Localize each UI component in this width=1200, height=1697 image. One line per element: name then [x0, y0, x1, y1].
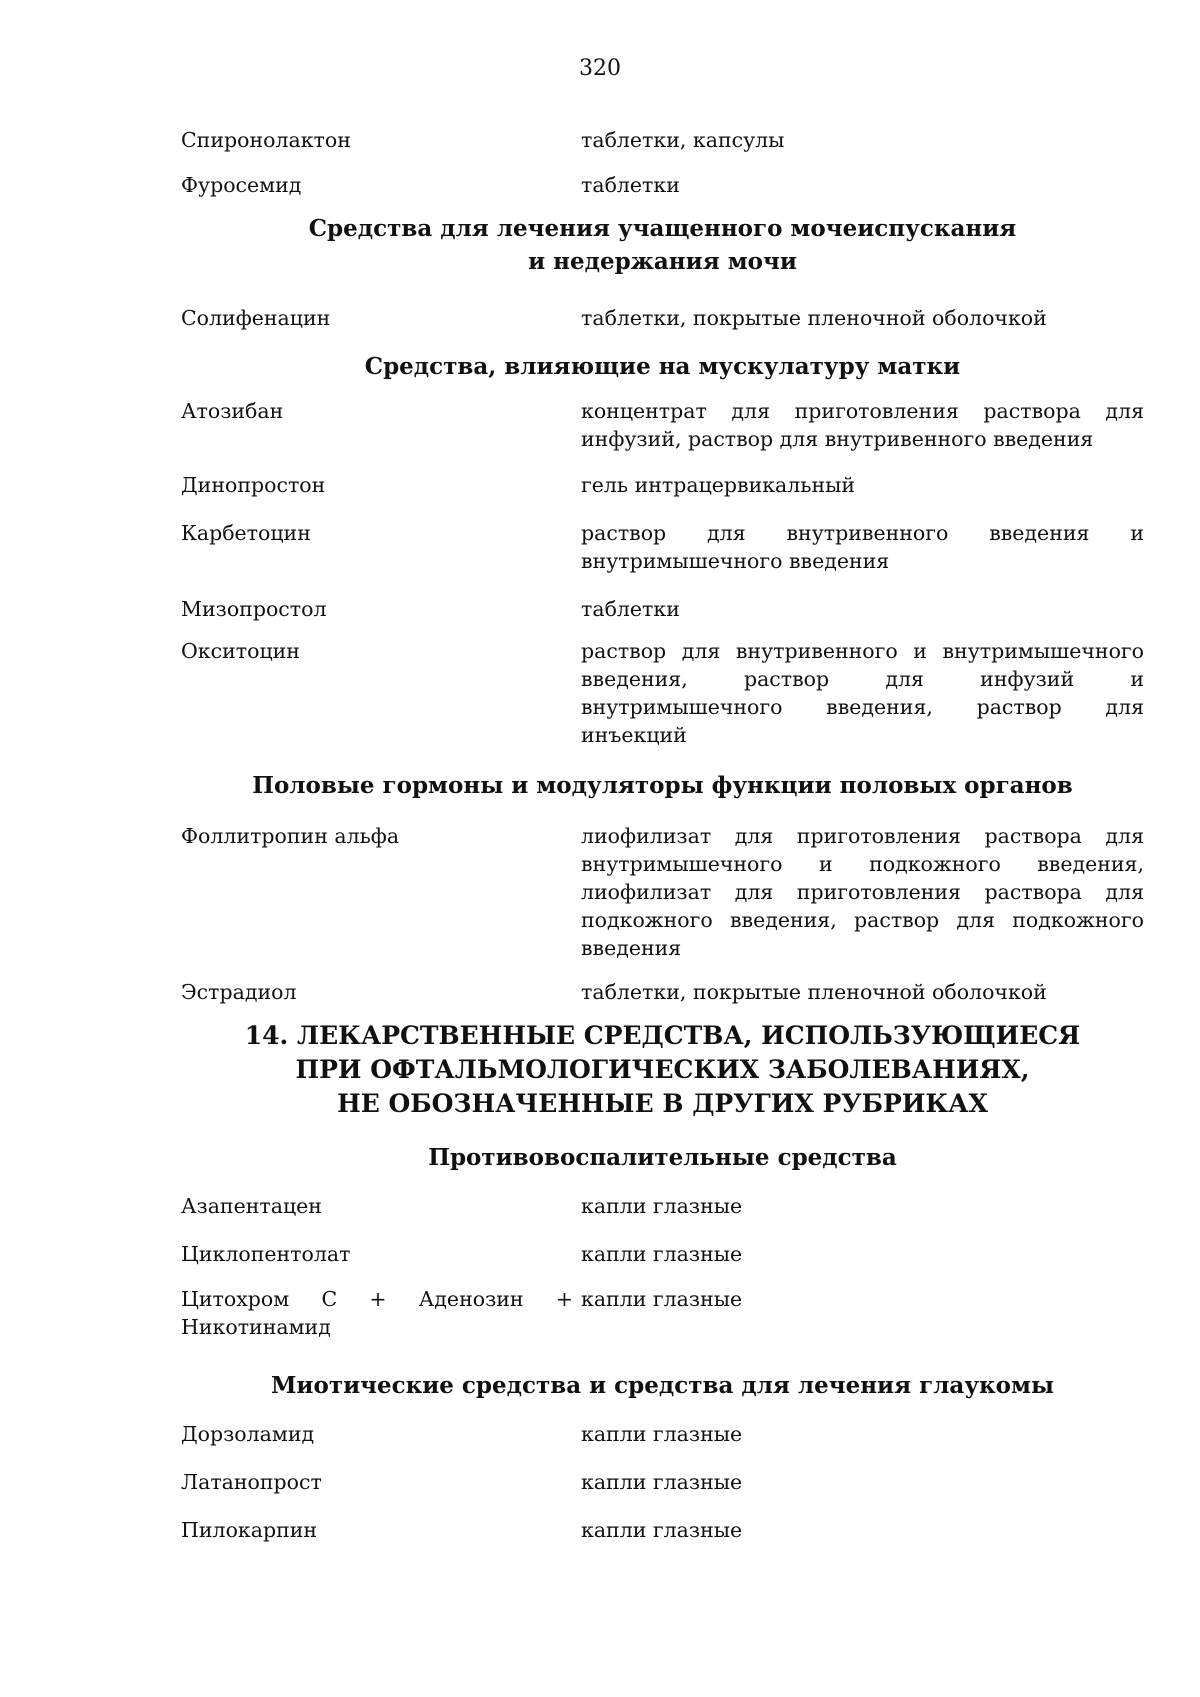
dosage-form: раствор для внутривенного введения и внутримышечного введения: [581, 521, 1144, 573]
drug-name: Атозибан: [181, 399, 284, 423]
dosage-form: таблетки: [581, 597, 680, 621]
drug-row: [181, 304, 1144, 332]
drug-row: [181, 595, 1144, 623]
heading-line: ПРИ ОФТАЛЬМОЛОГИЧЕСКИХ ЗАБОЛЕВАНИЯХ,: [295, 1055, 1030, 1084]
drug-row: [181, 822, 1144, 962]
drug-row: [181, 1240, 1144, 1268]
dosage-form: капли глазные: [581, 1242, 743, 1266]
dosage-form: таблетки, покрытые пленочной оболочкой: [581, 980, 1047, 1004]
dosage-form: капли глазные: [581, 1470, 743, 1494]
drug-row: [181, 126, 1144, 154]
section-heading: [181, 1141, 1144, 1174]
heading-line: и недержания мочи: [528, 248, 797, 275]
dosage-form: капли глазные: [581, 1422, 743, 1446]
drug-list: [181, 126, 1144, 1544]
dosage-form: капли глазные: [581, 1194, 743, 1218]
drug-name: Окситоцин: [181, 639, 300, 663]
drug-name: Азапентацен: [181, 1194, 322, 1218]
drug-name: Цитохром С + Аденозин + Никотинамид: [181, 1287, 573, 1339]
chapter-heading: [181, 1019, 1144, 1121]
drug-row: [181, 1285, 1144, 1341]
heading-line: 14. ЛЕКАРСТВЕННЫЕ СРЕДСТВА, ИСПОЛЬЗУЮЩИЕСЯ: [244, 1021, 1081, 1050]
drug-row: [181, 171, 1144, 199]
drug-name: Фуросемид: [181, 173, 302, 197]
section-heading: [181, 769, 1144, 802]
drug-name: Солифенацин: [181, 306, 331, 330]
section-heading: [181, 212, 1144, 278]
dosage-form: таблетки, покрытые пленочной оболочкой: [581, 306, 1047, 330]
drug-name: Динопростон: [181, 473, 326, 497]
drug-row: [181, 471, 1144, 499]
drug-row: [181, 397, 1144, 453]
drug-row: [181, 1516, 1144, 1544]
drug-name: Пилокарпин: [181, 1518, 318, 1542]
heading-line: Средства для лечения учащенного мочеиспускания: [308, 215, 1017, 242]
drug-name: Латанопрост: [181, 1470, 322, 1494]
heading-line: Противовоспалительные средства: [428, 1144, 897, 1171]
drug-name: Фоллитропин альфа: [181, 824, 400, 848]
drug-row: [181, 519, 1144, 575]
drug-name: Циклопентолат: [181, 1242, 351, 1266]
drug-row: [181, 1420, 1144, 1448]
page-number: 320: [579, 56, 621, 81]
drug-name: Карбетоцин: [181, 521, 311, 545]
drug-name: Дорзоламид: [181, 1422, 315, 1446]
dosage-form: лиофилизат для приготовления раствора для внутримышечного и подкожного введения, лиофилизат для приготовления раствора для подкожного введения, раствор для подкожного введения: [581, 824, 1144, 960]
drug-name: Спиронолактон: [181, 128, 351, 152]
dosage-form: таблетки, капсулы: [581, 128, 785, 152]
heading-line: Средства, влияющие на мускулатуру матки: [364, 353, 961, 380]
drug-name: Эстрадиол: [181, 980, 297, 1004]
drug-row: [181, 978, 1144, 1006]
drug-row: [181, 1468, 1144, 1496]
dosage-form: капли глазные: [581, 1518, 743, 1542]
section-heading: [181, 1369, 1144, 1402]
dosage-form: капли глазные: [581, 1287, 743, 1311]
drug-row: [181, 1192, 1144, 1220]
dosage-form: гель интрацервикальный: [581, 473, 856, 497]
section-heading: [181, 350, 1144, 383]
dosage-form: таблетки: [581, 173, 680, 197]
drug-row: [181, 637, 1144, 749]
dosage-form: концентрат для приготовления раствора для инфузий, раствор для внутривенного введения: [581, 399, 1144, 451]
heading-line: НЕ ОБОЗНАЧЕННЫЕ В ДРУГИХ РУБРИКАХ: [337, 1089, 988, 1118]
drug-name: Мизопростол: [181, 597, 327, 621]
heading-line: Миотические средства и средства для лечения глаукомы: [270, 1372, 1055, 1399]
heading-line: Половые гормоны и модуляторы функции половых органов: [252, 772, 1073, 799]
dosage-form: раствор для внутривенного и внутримышечного введения, раствор для инфузий и внутримышечного введения, раствор для инъекций: [581, 639, 1144, 747]
